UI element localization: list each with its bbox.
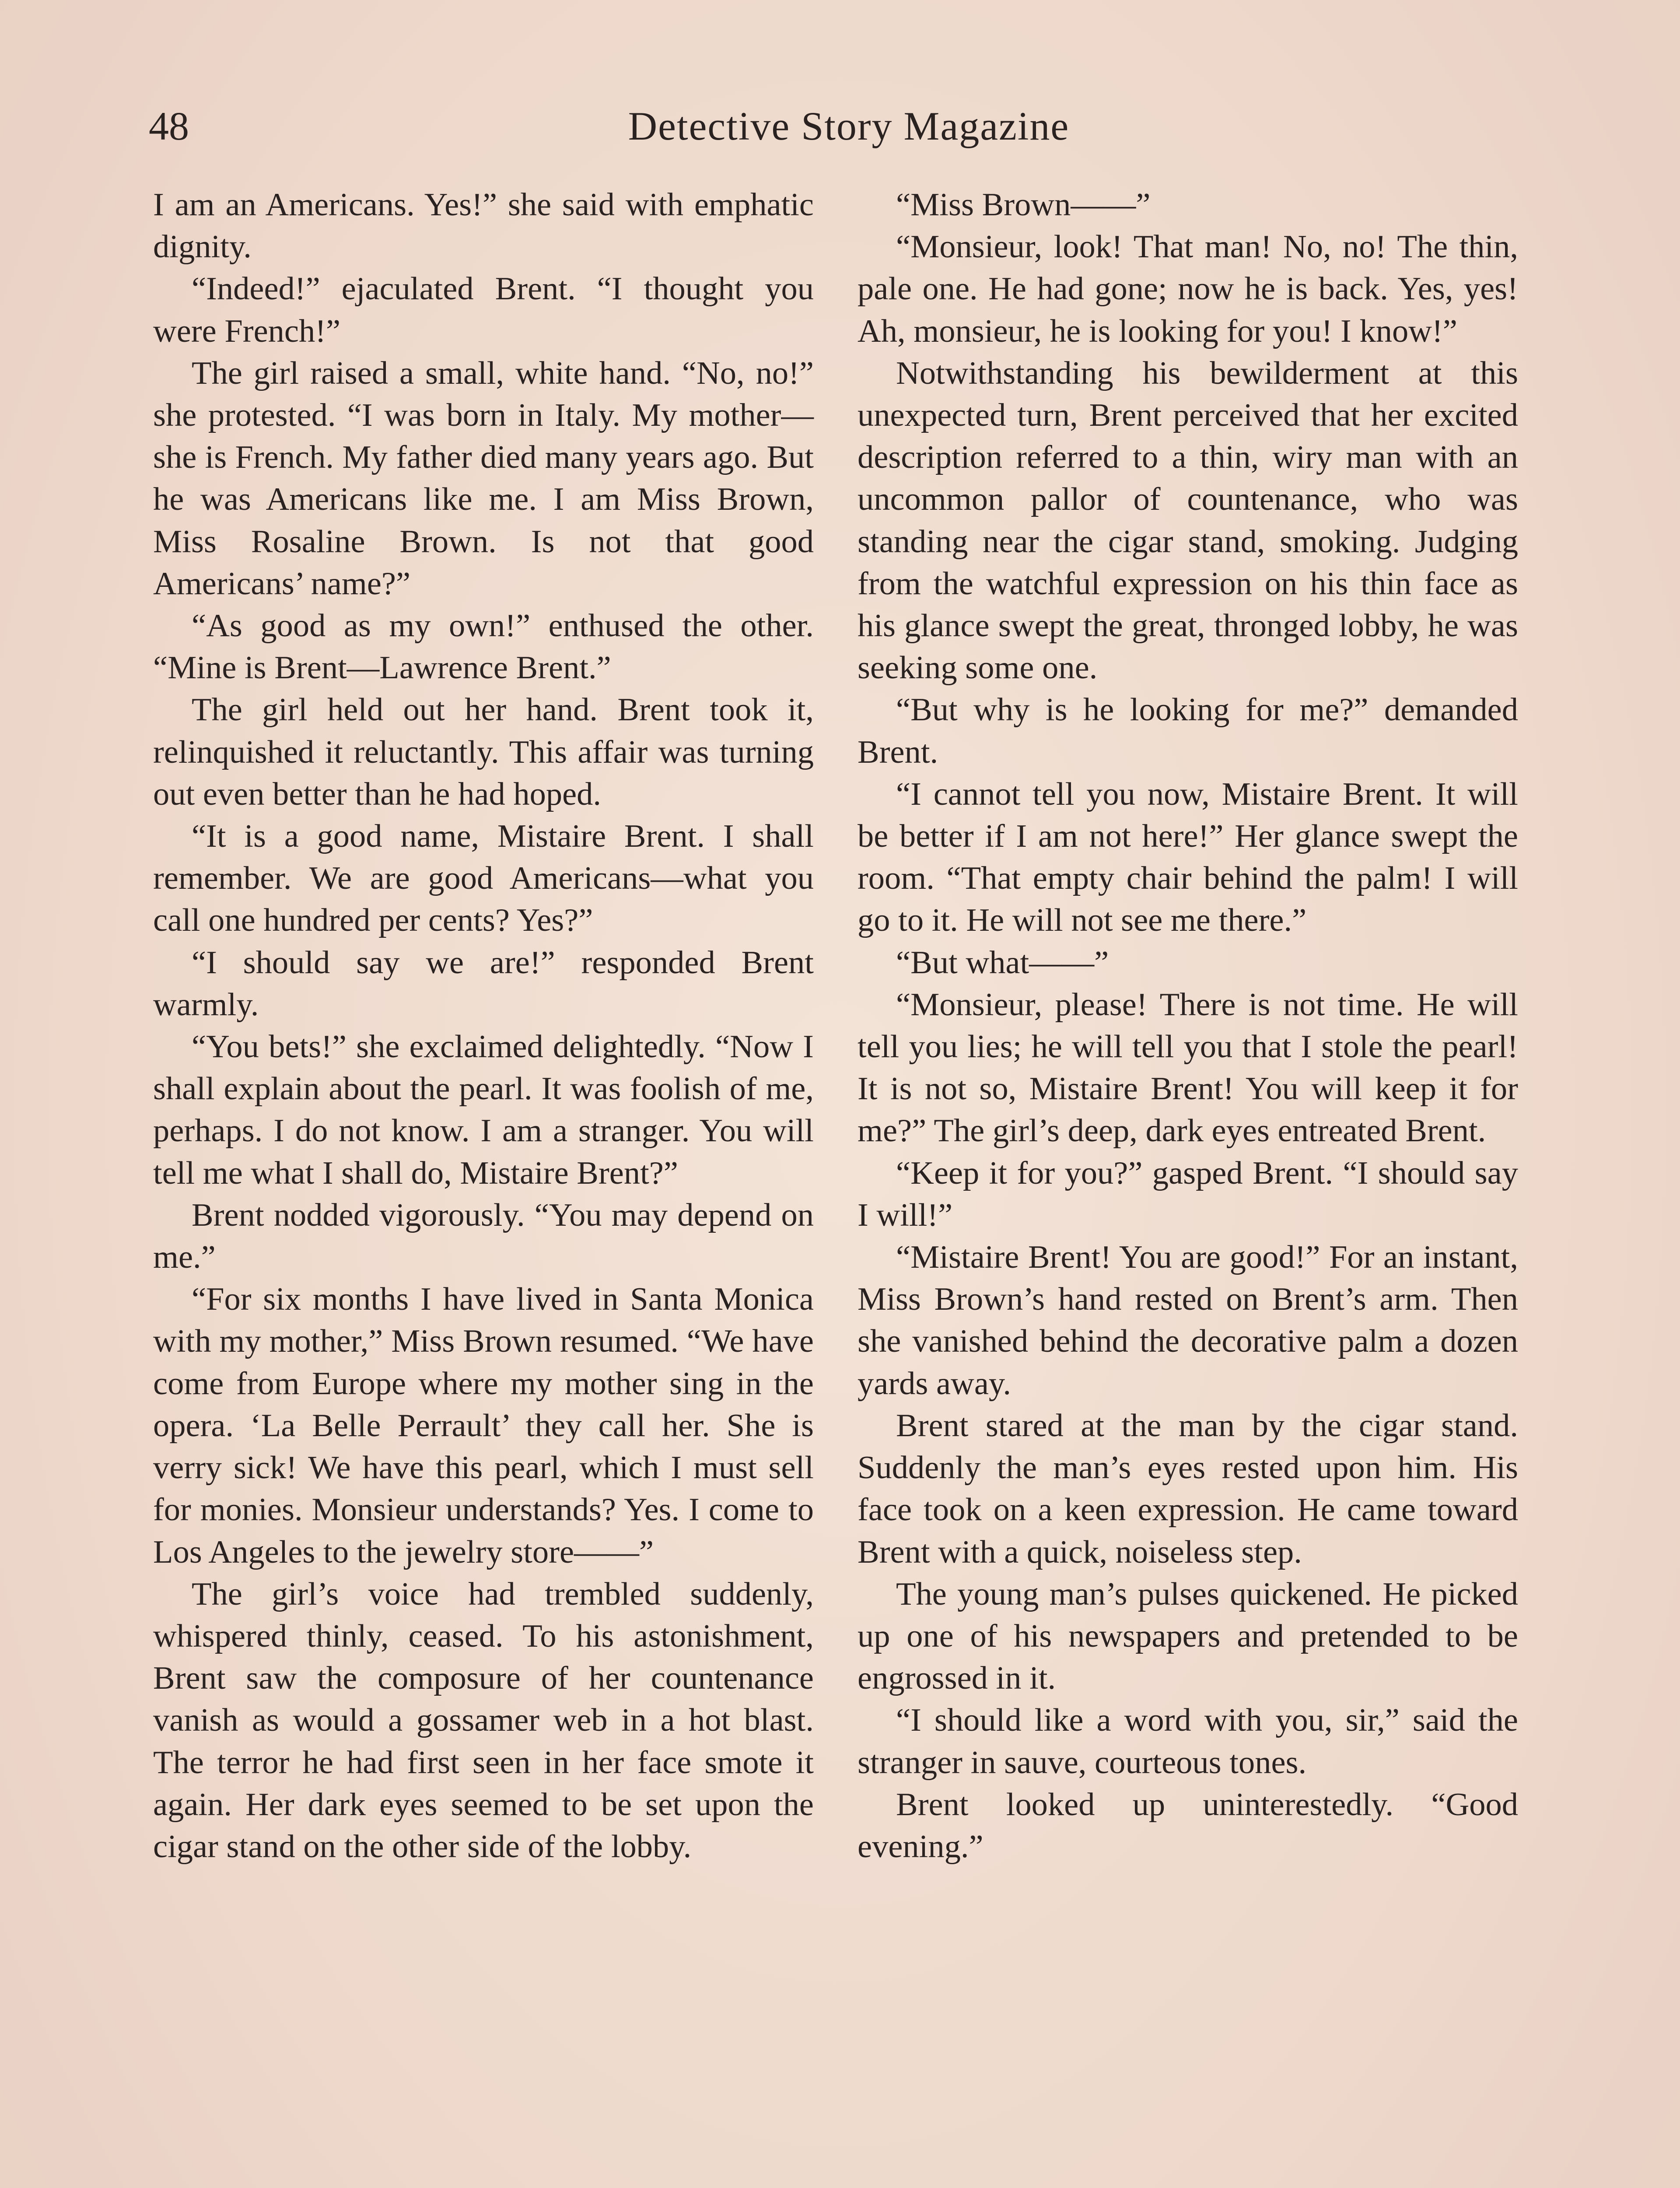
left-column [153, 184, 814, 1868]
paragraph: Notwithstanding his bewilderment at this unexpected turn, Brent perceived that her excited description referred to a thin, wiry man with an uncommon pallor of countenance, who was standing near the cigar stand, smoking. Judging from the watchful expression on his thin face as his glance swept the great, thronged lobby, he was seeking some one. [858, 355, 1518, 686]
paragraph: “Mistaire Brent! You are good!” For an instant, Miss Brown’s hand rested on Brent’s arm. Then she vanished behind the decorative palm a dozen yards away. [858, 1239, 1518, 1402]
paragraph: “Monsieur, please! There is not time. He will tell you lies; he will tell you that I stole the pearl! It is not so, Mistaire Brent! You will keep it for me?” The girl’s deep, dark eyes entreated Brent. [858, 986, 1518, 1149]
paragraph: “I should say we are!” responded Brent warmly. [153, 944, 814, 1023]
paragraph: Brent stared at the man by the cigar stand. Suddenly the man’s eyes rested upon him. His face took on a keen expression. He came toward Brent with a quick, noiseless step. [858, 1407, 1518, 1570]
paragraph: “For six months I have lived in Santa Monica with my mother,” Miss Brown resumed. “We have come from Europe where my mother sing in the opera. ‘La Belle Perrault’ they call her. She is verry sick! We have this pearl, which I must sell for monies. Monsieur understands? Yes. I come to Los Angeles to the jewelry store——” [153, 1281, 814, 1570]
paragraph: “But what——” [896, 944, 1109, 981]
paragraph: Brent looked up uninterestedly. “Good evening.” [858, 1786, 1518, 1865]
running-title: Detective Story Magazine [628, 104, 1070, 148]
paragraph: Brent nodded vigorously. “You may depend on me.” [153, 1197, 814, 1276]
paragraph: The girl’s voice had trembled suddenly, whispered thinly, ceased. To his astonishment, Brent saw the composure of her countenance vanish as would a gossamer web in a hot blast. The terror he had first seen in her face smote it again. Her dark eyes seemed to be set upon the cigar stand on the other side of the lobby. [153, 1576, 814, 1865]
paragraph: The girl raised a small, white hand. “No, no!” she protested. “I was born in Italy. My mother—she is French. My father died many years ago. But he was Americans like me. I am Miss Brown, Miss Rosaline Brown. Is not that good Americans’ name?” [153, 355, 814, 602]
paragraph: “Indeed!” ejaculated Brent. “I thought you were French!” [153, 271, 814, 349]
paragraph: “I should like a word with you, sir,” said the stranger in sauve, courteous tones. [858, 1702, 1518, 1781]
paragraph: “It is a good name, Mistaire Brent. I shall remember. We are good Americans—what you call one hundred per cents? Yes?” [153, 818, 814, 939]
page-number: 48 [149, 104, 189, 148]
paragraph: “But why is he looking for me?” demanded Brent. [858, 692, 1518, 770]
paragraph: The young man’s pulses quickened. He picked up one of his newspapers and pretended to be engrossed in it. [858, 1576, 1518, 1697]
paragraph: “You bets!” she exclaimed delightedly. “Now I shall explain about the pearl. It was foolish of me, perhaps. I do not know. I am a stranger. You will tell me what I shall do, Mistaire Brent?” [153, 1029, 814, 1191]
right-column [858, 184, 1518, 1868]
paragraph: I am an Americans. Yes!” she said with emphatic dignity. [153, 187, 814, 265]
paragraph: The girl held out her hand. Brent took it, relinquished it reluctantly. This affair was turning out even better than he had hoped. [153, 692, 814, 812]
paragraph: “Keep it for you?” gasped Brent. “I should say I will!” [858, 1155, 1518, 1233]
paragraph: “Miss Brown——” [896, 187, 1151, 223]
paragraph: “I cannot tell you now, Mistaire Brent. It will be better if I am not here!” Her glance swept the room. “That empty chair behind the palm! I will go to it. He will not see me there.” [858, 776, 1518, 939]
page-header [149, 100, 1549, 161]
paragraph: “As good as my own!” enthused the other. “Mine is Brent—Lawrence Brent.” [153, 608, 814, 686]
paragraph: “Monsieur, look! That man! No, no! The thin, pale one. He had gone; now he is back. Yes, yes! Ah, monsieur, he is looking for you! I know!” [858, 229, 1518, 349]
